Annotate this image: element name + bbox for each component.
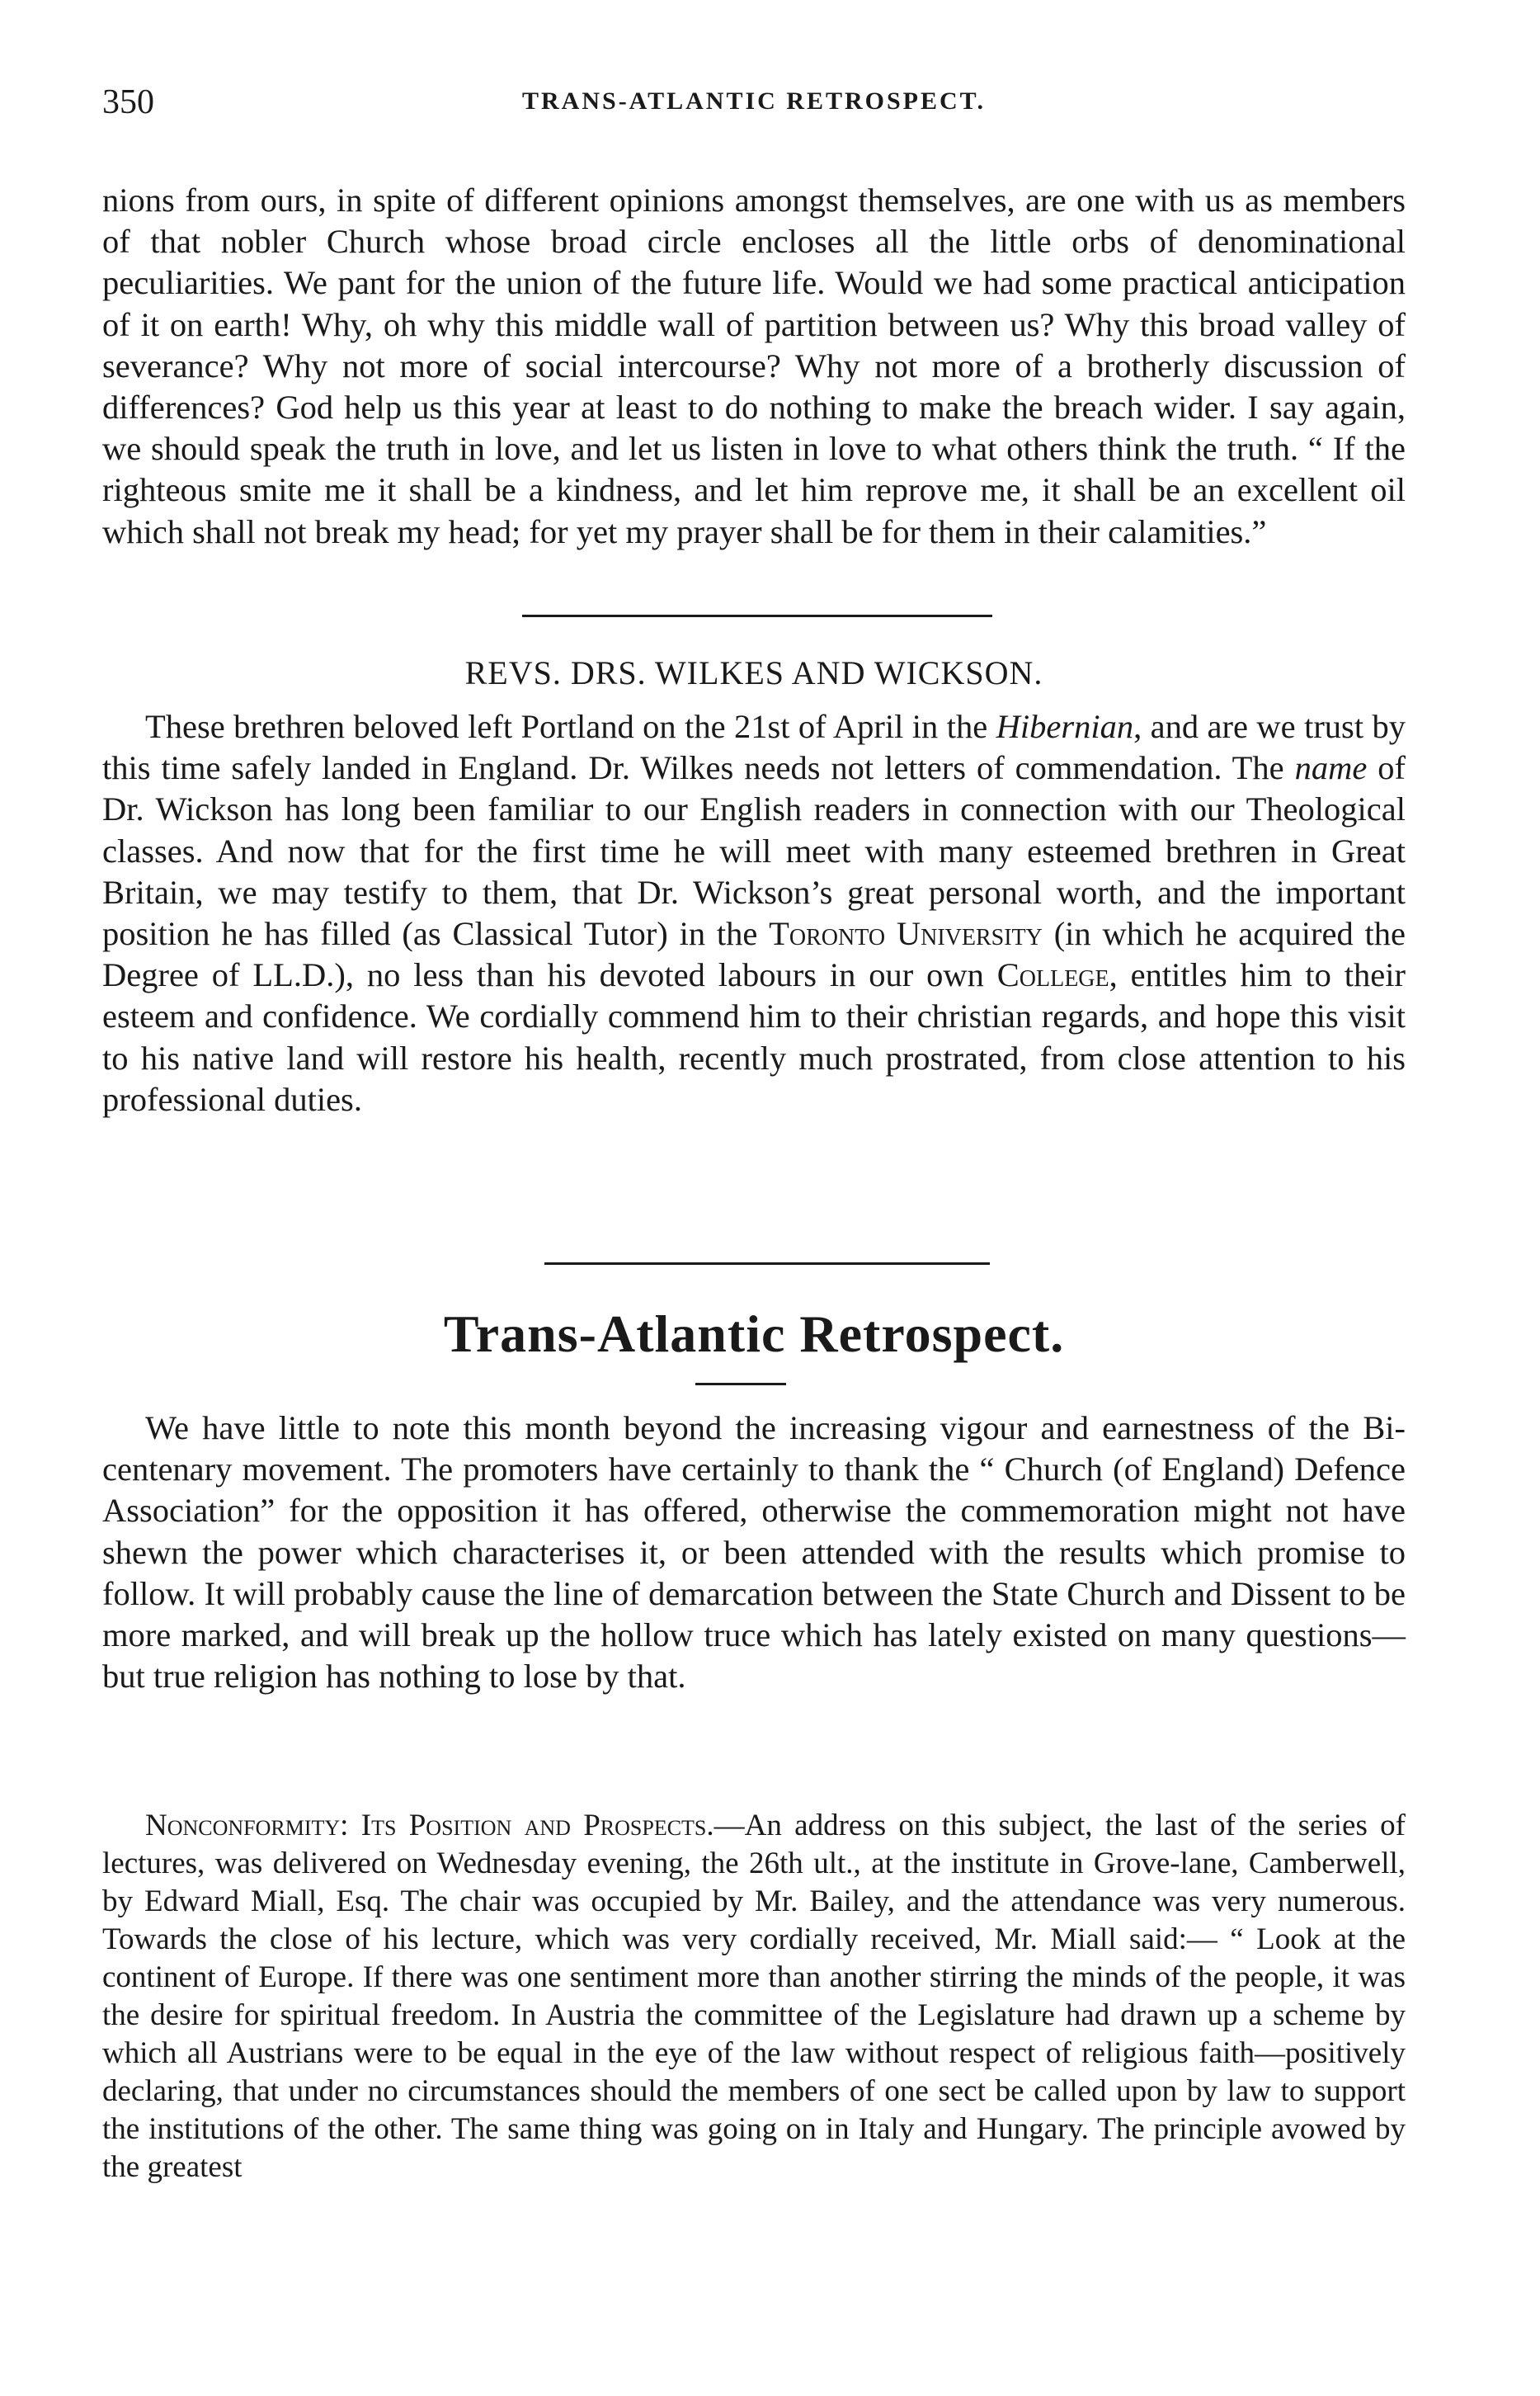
continuation-block: [102, 180, 1406, 553]
running-head: [102, 83, 1406, 124]
emphasis-name: name: [1294, 749, 1368, 787]
retrospect-intro-block: [102, 1408, 1406, 1697]
continuation-paragraph: nions from ours, in spite of different opinions amongst themselves, are one with us as members of that nobler Church whose broad circle encloses all the little orbs of denominational peculiarities. We pant for the union of the future life. Would we had some practical anticipation of it on earth! Why, oh why this middle wall of partition between us? Why this broad valley of severance? Why not more of social intercourse? Why not more of a brotherly discussion of differences? God help us this year at least to do nothing to make the breach wider. I say again, we should speak the truth in love, and let us listen in love to what others think the truth. “ If the righteous smite me it shall be a kindness, and let him reprove me, it shall be an excellent oil which shall not break my head; for yet my prayer shall be for them in their calamities.”: [102, 182, 1406, 550]
text-run: , entitles him to their esteem and confidence. We cordially commend him to their christian regards, and hope this visit to his native land will restore his health, recently much prostrated, from close attention to his professional duties.: [102, 956, 1406, 1118]
college-name: College: [996, 956, 1109, 994]
ship-name: Hibernian: [996, 708, 1134, 745]
section-divider-rule: [544, 1262, 990, 1265]
section-divider-rule: [522, 615, 992, 617]
wilkes-wickson-block: [102, 706, 1406, 1120]
nonconformity-block: [102, 1807, 1406, 2186]
text-run: —An address on this subject, the last of the series of lectures, was delivered on Wednesday evening, the 26th ult., at the institute in Grove-lane, Camberwell, by Edward Miall, Esq. The chair was occupied by Mr. Bailey, and the attendance was very numerous. Towards the close of his lecture, which was very cordially received, Mr. Miall said:— “ Look at the continent of Europe. If there was one sentiment more than another stirring the minds of the people, it was the desire for spiritual freedom. In Austria the committee of the Legislature had drawn up a scheme by which all Austrians were to be equal in the eye of the law without respect of religious faith—positively declaring, that under no circumstances should the members of one sect be called upon by law to support the institutions of the other. The same thing was going on in Italy and Hungary. The principle avowed by the greatest: [102, 1809, 1406, 2184]
running-title: TRANS-ATLANTIC RETROSPECT.: [522, 87, 986, 115]
text-run: , and are we trust by this time safely landed in England. Dr. Wilkes needs not letters of commendation. The: [102, 708, 1406, 787]
page-number: 350: [102, 83, 154, 121]
wilkes-wickson-paragraph: [102, 706, 1406, 1120]
section-title-retrospect: Trans-Atlantic Retrospect.: [443, 1304, 1065, 1363]
title-underline-rule: [695, 1383, 786, 1385]
university-name: Toronto University: [769, 915, 1043, 953]
section-heading-wilkes-wickson: REVS. DRS. WILKES AND WICKSON.: [464, 654, 1043, 691]
nonconformity-lead: Nonconformity: Its Position and Prospects.: [145, 1809, 714, 1842]
nonconformity-paragraph: [102, 1807, 1406, 2186]
retrospect-intro-paragraph: We have little to note this month beyond the increasing vigour and earnestness of the Bi-centenary movement. The promoters have certainly to thank the “ Church (of England) Defence Association” for the opposition it has offered, otherwise the commemoration might not have shewn the power which characterises it, or been attended with the results which promise to follow. It will probably cause the line of demarcation between the State Church and Dissent to be more marked, and will break up the hollow truce which has lately existed on many questions—but true religion has nothing to lose by that.: [102, 1409, 1406, 1696]
text-run: These brethren beloved left Portland on the 21st of April in the: [145, 708, 996, 745]
text-run: (in which he acquired the Degree of LL.D.), no less than his devoted labours in our own: [102, 915, 1406, 994]
text-run: of Dr. Wickson has long been familiar to our English readers in connection with our Theological classes. And now that for the first time he will meet with many esteemed brethren in Great Britain, we may testify to them, that Dr. Wickson’s great personal worth, and the important position he has filled (as Classical Tutor) in the: [102, 749, 1406, 953]
